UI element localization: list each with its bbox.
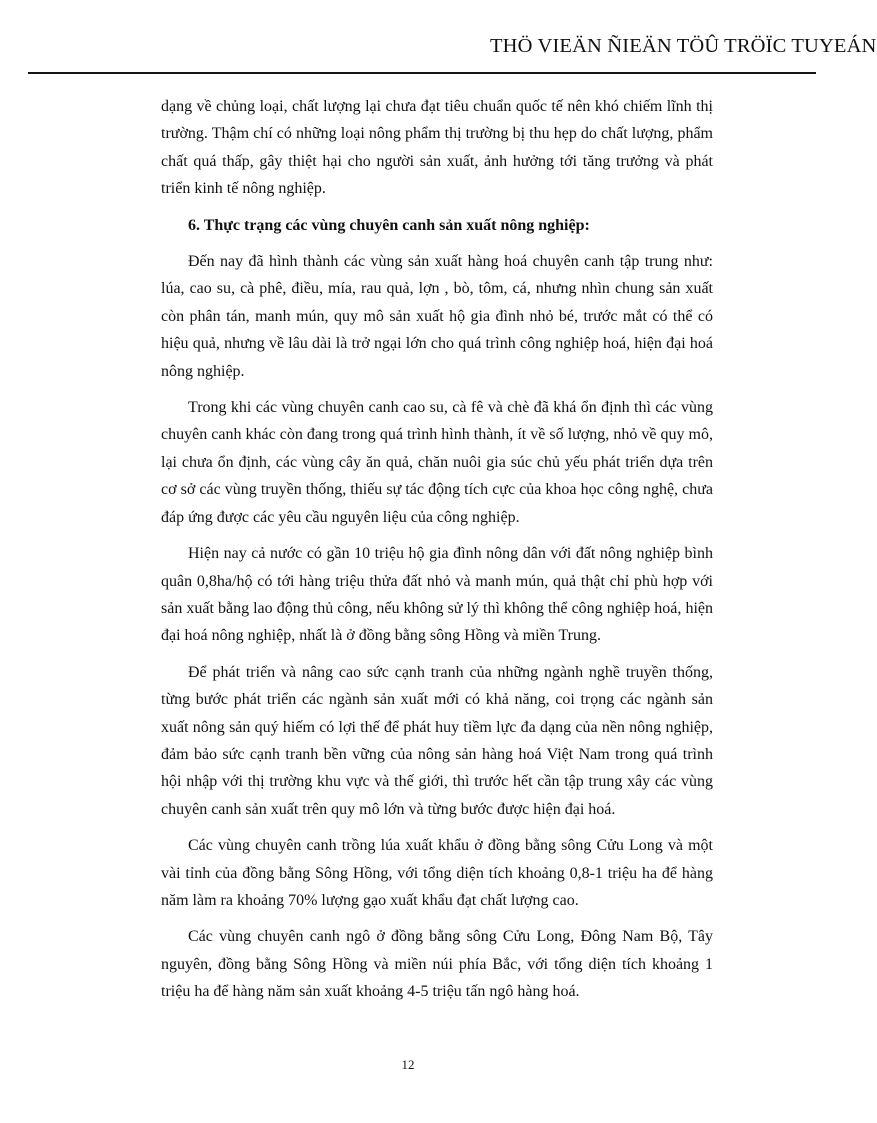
body-paragraph: Trong khi các vùng chuyên canh cao su, cà fê và chè đã khá ổn định thì các vùng chuyên canh khác còn đang trong quá trình hình thành, ít về số lượng, nhỏ về quy mô, lại chưa ổn định, các vùng cây ăn quả, chăn nuôi gia súc chủ yếu phát triển dựa trên cơ sở các vùng truyền thống, thiếu sự tác động tích cực của khoa học công nghệ, chưa đáp ứng được các yêu cầu nguyên liệu của công nghiệp. [161,399,713,526]
header-title: THÖ VIEÄN ÑIEÄN TÖÛ TRÖÏC TUYEÁN [490,35,877,57]
body-paragraph: Hiện nay cả nước có gần 10 triệu hộ gia đình nông dân với đất nông nghiệp bình quân 0,8ha/hộ có tới hàng triệu thửa đất nhỏ và manh mún, quả thật chỉ phù hợp với sản xuất bằng lao động thủ công, nếu không sử lý thì không thể công nghiệp hoá, hiện đại hoá nông nghiệp, nhất là ở đồng bằng sông Hồng và miền Trung. [161,545,713,645]
body-paragraph: dạng về chủng loại, chất lượng lại chưa đạt tiêu chuẩn quốc tế nên khó chiếm lĩnh thị trường. Thậm chí có những loại nông phẩm thị trường bị thu hẹp do chất lượng, phẩm chất quá thấp, gây thiệt hại cho người sản xuất, ảnh hưởng tới tăng trưởng và phát triển kinh tế nông nghiệp. [161,98,713,198]
body-paragraph: Các vùng chuyên canh trồng lúa xuất khẩu ở đồng bằng sông Cửu Long và một vài tỉnh của đồng bằng Sông Hồng, với tổng diện tích khoảng 0,8-1 triệu ha để hàng năm làm ra khoảng 70% lượng gạo xuất khẩu đạt chất lượng cao. [161,837,713,909]
page-number: 12 [401,1057,415,1072]
body-paragraph: Các vùng chuyên canh ngô ở đồng bằng sông Cửu Long, Đông Nam Bộ, Tây nguyên, đồng bằng Sông Hồng và miền núi phía Bắc, với tổng diện tích khoảng 1 triệu ha để hàng năm sản xuất khoảng 4-5 triệu tấn ngô hàng hoá. [161,928,713,1001]
body-paragraph: Đến nay đã hình thành các vùng sản xuất hàng hoá chuyên canh tập trung như: lúa, cao su, cà phê, điều, mía, rau quả, lợn , bò, tôm, cá, nhưng nhìn chung sản xuất còn phân tán, manh mún, quy mô sản xuất hộ gia đình nhỏ bé, trước mắt có thể có hiệu quả, nhưng về lâu dài là trở ngại lớn cho quá trình công nghiệp hoá, hiện đại hoá nông nghiệp. [161,253,713,380]
body-paragraph: Để phát triển và nâng cao sức cạnh tranh của những ngành nghề truyền thống, từng bước phát triển các ngành sản xuất mới có khả năng, coi trọng các ngành sản xuất nông sản quý hiếm có lợi thế để phát huy tiềm lực đa dạng của nền nông nghiệp, đảm bảo sức cạnh tranh bền vững của nông sản hàng hoá Việt Nam trong quá trình hội nhập với thị trường khu vực và thế giới, thì trước hết cần tập trung xây các vùng chuyên canh sản xuất trên quy mô lớn và từng bước được hiện đại hoá. [161,663,713,818]
section-heading: 6. Thực trạng các vùng chuyên canh sản xuất nông nghiệp: [188,216,590,234]
running-header [486,34,877,60]
document-body [161,93,713,1015]
header-divider [28,72,816,74]
